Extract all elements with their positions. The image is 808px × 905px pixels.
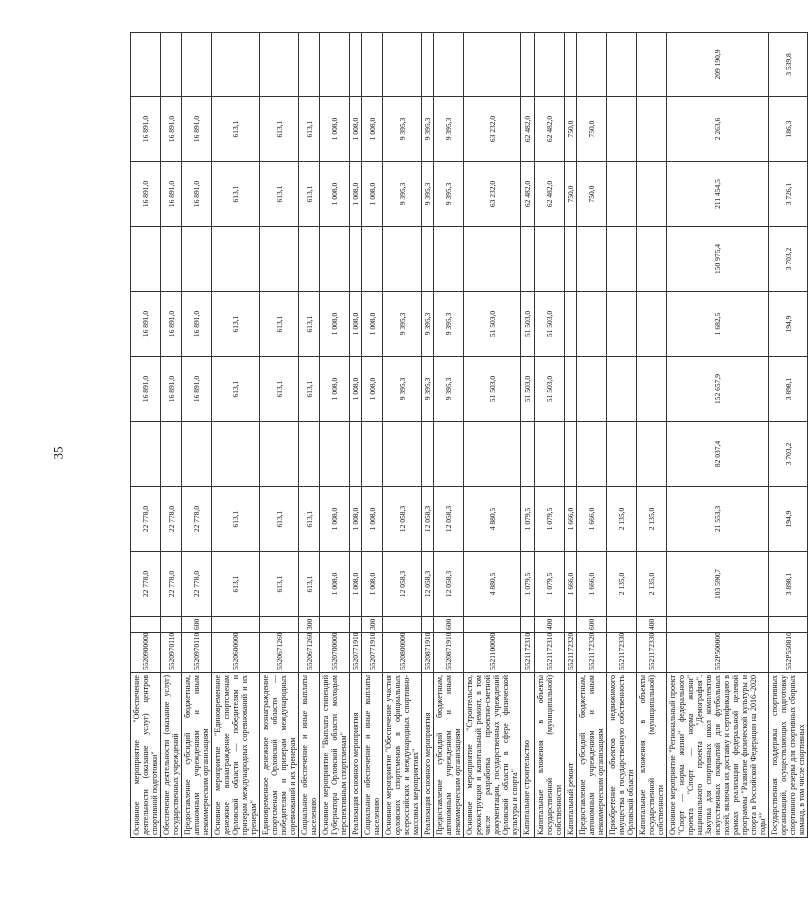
row-value-cell: 613,1 [260,162,299,227]
row-value-cell: 2 135,0 [637,487,667,552]
row-code-cell: 5520800000 [383,633,422,673]
row-code-cell: 5521172330 [637,633,667,673]
row-value-cell: 613,1 [260,487,299,552]
row-value-cell: 3 898,1 [769,552,808,617]
row-value-cell: 1 008,0 [362,292,383,357]
table-row [577,33,607,838]
row-value-cell: 62 482,0 [535,162,565,227]
row-vr-cell [422,617,434,633]
row-value-cell [637,227,667,292]
row-value-cell: 4 880,5 [464,487,521,552]
row-vr-cell: 300 [299,617,320,633]
table-row [212,33,260,838]
row-value-cell [521,227,535,292]
row-name-cell: Капитальные вложения в объекты государственной (муниципальной) собственности [535,673,565,838]
row-value-cell: 613,1 [212,357,260,422]
row-value-cell [434,422,464,487]
row-name-cell: Основное мероприятие "Выплата стипендий Губернатора Орловской области молодым перспективным спортсменам" [320,673,350,838]
row-value-cell: 9 395,3 [422,357,434,422]
row-value-cell [131,33,161,97]
row-value-cell [535,33,565,97]
row-value-cell: 1 079,5 [521,487,535,552]
row-value-cell: 1 008,0 [320,487,350,552]
row-value-cell: 750,0 [577,97,607,162]
row-value-cell [577,227,607,292]
row-value-cell: 613,1 [212,292,260,357]
row-value-cell [637,97,667,162]
row-name-cell: Основное мероприятие "Региональный проект "Спорт — норма жизни" федерального проекта "Спорт — норма жизни" национального проекта "Демография". Закупка для спортивных школ комплектов искусственных покрытий для футбольных полей, включая их доставку и сертификацию в рамках реализации федеральной целевой программы "Развитие физической культуры и спорта в Российской Федерации на 2016–2020 годы"" [667,673,769,838]
row-value-cell: 211 454,5 [667,162,769,227]
table-row [434,33,464,838]
row-value-cell [422,227,434,292]
row-value-cell: 22 778,0 [182,552,212,617]
row-value-cell: 9 395,3 [383,162,422,227]
row-value-cell [350,422,362,487]
row-code-cell: 5520771910 [350,633,362,673]
row-value-cell [565,357,577,422]
row-value-cell: 16 891,0 [161,162,182,227]
row-value-cell: 22 778,0 [161,487,182,552]
row-value-cell: 12 058,3 [434,552,464,617]
row-name-cell: Реализация основного мероприятия [422,673,434,838]
row-value-cell [362,227,383,292]
row-vr-cell: 400 [637,617,667,633]
row-code-cell: 5521100000 [464,633,521,673]
row-value-cell [383,227,422,292]
row-value-cell: 2 135,0 [637,552,667,617]
row-value-cell: 3 703,2 [769,227,808,292]
row-value-cell [464,33,521,97]
row-code-cell: 5520771910 [362,633,383,673]
row-value-cell: 209 190,9 [667,33,769,97]
row-vr-cell [350,617,362,633]
row-value-cell [577,292,607,357]
row-value-cell [607,33,637,97]
table-row [607,33,637,838]
row-value-cell: 63 232,0 [464,162,521,227]
row-vr-cell [212,617,260,633]
row-value-cell: 82 037,4 [667,422,769,487]
row-vr-cell [607,617,637,633]
table-row [769,33,808,838]
row-value-cell: 613,1 [299,552,320,617]
row-name-cell: Социальное обеспечение и иные выплаты населению [299,673,320,838]
row-value-cell: 1 008,0 [362,162,383,227]
row-value-cell: 16 891,0 [161,292,182,357]
row-code-cell: 5520900000 [131,633,161,673]
row-code-cell: 5521172330 [607,633,637,673]
table-row [260,33,299,838]
row-code-cell: 5520671260 [260,633,299,673]
row-value-cell [535,227,565,292]
row-vr-cell: 600 [577,617,607,633]
row-vr-cell: 600 [182,617,212,633]
row-value-cell: 1 008,0 [362,487,383,552]
row-value-cell: 2 135,0 [607,487,637,552]
row-value-cell: 16 891,0 [131,97,161,162]
row-value-cell: 2 263,6 [667,97,769,162]
row-vr-cell [320,617,350,633]
row-value-cell [131,422,161,487]
row-value-cell [212,422,260,487]
row-value-cell [565,33,577,97]
row-name-cell: Социальное обеспечение и иные выплаты населению [362,673,383,838]
row-value-cell: 62 482,0 [521,162,535,227]
row-vr-cell [260,617,299,633]
row-value-cell [521,33,535,97]
row-vr-cell: 300 [362,617,383,633]
row-value-cell [161,422,182,487]
row-vr-cell [161,617,182,633]
row-value-cell: 194,9 [769,487,808,552]
row-vr-cell [769,617,808,633]
row-value-cell: 1 008,0 [350,552,362,617]
row-vr-cell: 400 [535,617,565,633]
row-value-cell: 3 726,1 [769,162,808,227]
row-name-cell: Основное мероприятие "Обеспечение деятельности (оказание услуг) центров спортивной подготовки" [131,673,161,838]
table-row [535,33,565,838]
row-value-cell: 1 008,0 [350,97,362,162]
row-value-cell: 613,1 [299,97,320,162]
row-value-cell [320,33,350,97]
row-value-cell [320,227,350,292]
row-value-cell: 12 058,3 [422,487,434,552]
row-value-cell [320,422,350,487]
row-value-cell: 12 058,3 [434,487,464,552]
table-row [464,33,521,838]
row-value-cell [535,422,565,487]
table-row [299,33,320,838]
row-value-cell: 51 503,0 [521,357,535,422]
row-name-cell: Предоставление субсидий бюджетным, автономным учреждениям и иным некоммерческим организациям [182,673,212,838]
row-name-cell: Основное мероприятие "Единовременное денежное вознаграждение спортсменам Орловской области — победителям и призерам международных соревнований и их тренерам" [212,673,260,838]
row-value-cell [464,227,521,292]
row-value-cell [299,33,320,97]
row-name-cell: Обеспечение деятельности (оказание услуг) государственных учреждений [161,673,182,838]
row-code-cell: 5520600000 [212,633,260,673]
row-value-cell: 613,1 [260,97,299,162]
row-value-cell: 1 008,0 [362,97,383,162]
row-value-cell: 613,1 [299,357,320,422]
row-value-cell: 1 079,5 [521,552,535,617]
row-value-cell [362,422,383,487]
row-code-cell: 552P500000 [667,633,769,673]
row-value-cell: 9 395,3 [434,357,464,422]
row-value-cell: 1 666,0 [577,552,607,617]
table-row [667,33,769,838]
row-value-cell [422,422,434,487]
row-value-cell: 9 395,3 [422,97,434,162]
row-value-cell: 12 058,3 [383,552,422,617]
row-code-cell: 5521172320 [565,633,577,673]
row-value-cell: 1 008,0 [320,292,350,357]
row-value-cell [637,33,667,97]
row-value-cell [260,33,299,97]
row-value-cell [607,422,637,487]
row-value-cell: 750,0 [577,162,607,227]
row-value-cell [577,33,607,97]
row-value-cell: 22 778,0 [182,487,212,552]
row-value-cell: 16 891,0 [131,162,161,227]
row-value-cell: 12 058,3 [383,487,422,552]
row-value-cell: 1 008,0 [320,97,350,162]
row-value-cell: 16 891,0 [182,162,212,227]
row-value-cell: 63 232,0 [464,97,521,162]
row-value-cell: 22 778,0 [131,552,161,617]
row-name-cell: Приобретение объектов недвижимого имущества в государственную собственность Орловской области [607,673,637,838]
row-value-cell: 22 778,0 [161,552,182,617]
row-code-cell: 5520871910 [434,633,464,673]
table-row [362,33,383,838]
row-value-cell: 1 008,0 [362,357,383,422]
row-vr-cell [667,617,769,633]
row-value-cell: 750,0 [565,97,577,162]
row-name-cell: Реализация основного мероприятия [350,673,362,838]
row-value-cell: 750,0 [565,162,577,227]
table-row [182,33,212,838]
rotated-table-container [130,33,806,838]
row-value-cell [350,33,362,97]
row-value-cell [182,422,212,487]
row-value-cell: 150 975,4 [667,227,769,292]
row-value-cell: 194,9 [769,292,808,357]
row-value-cell: 613,1 [260,552,299,617]
row-value-cell: 1 666,0 [565,487,577,552]
row-vr-cell [565,617,577,633]
row-code-cell: 552P550810 [769,633,808,673]
row-value-cell: 16 891,0 [161,97,182,162]
row-value-cell: 1 008,0 [350,162,362,227]
row-value-cell [131,227,161,292]
row-value-cell: 1 008,0 [320,552,350,617]
row-code-cell: 5521172310 [521,633,535,673]
row-value-cell [565,227,577,292]
row-value-cell: 3 898,1 [769,357,808,422]
row-value-cell: 1 008,0 [350,292,362,357]
row-value-cell: 9 395,3 [383,97,422,162]
row-value-cell [521,422,535,487]
row-value-cell: 9 395,3 [434,97,464,162]
table-row [565,33,577,838]
row-value-cell: 16 891,0 [161,357,182,422]
row-value-cell: 4 880,5 [464,552,521,617]
row-vr-cell [383,617,422,633]
row-value-cell: 152 657,9 [667,357,769,422]
table-row [383,33,422,838]
row-value-cell: 1 079,5 [535,552,565,617]
row-value-cell [161,227,182,292]
row-value-cell [212,227,260,292]
row-value-cell [434,227,464,292]
table-row [637,33,667,838]
row-name-cell: Государственная поддержка спортивных организаций, осуществляющих подготовку спортивного резерва для спортивных сборных команд, в том числе спортивных [769,673,808,838]
row-value-cell [607,357,637,422]
row-code-cell: 5520970110 [161,633,182,673]
row-value-cell [299,422,320,487]
row-value-cell: 51 503,0 [535,292,565,357]
row-value-cell [565,422,577,487]
row-vr-cell [521,617,535,633]
row-value-cell: 9 395,3 [422,292,434,357]
row-value-cell: 3 539,8 [769,33,808,97]
row-value-cell: 613,1 [212,162,260,227]
row-value-cell: 613,1 [212,97,260,162]
row-name-cell: Капитальные вложения в объекты государственной (муниципальной) собственности [637,673,667,838]
row-value-cell [434,33,464,97]
row-value-cell [260,422,299,487]
row-value-cell [383,422,422,487]
row-value-cell [299,227,320,292]
row-value-cell: 16 891,0 [131,357,161,422]
table-row [422,33,434,838]
row-vr-cell [464,617,521,633]
row-value-cell [607,97,637,162]
row-value-cell: 51 503,0 [464,357,521,422]
row-code-cell: 5520871910 [422,633,434,673]
row-value-cell: 1 079,5 [535,487,565,552]
row-value-cell: 613,1 [299,162,320,227]
row-value-cell: 3 703,2 [769,422,808,487]
row-value-cell: 51 503,0 [535,357,565,422]
row-value-cell: 1 008,0 [350,357,362,422]
row-name-cell: Единовременное денежное вознаграждение спортсменам Орловской области — победителям и призерам международных соревнований и их тренерам [260,673,299,838]
row-value-cell [464,422,521,487]
row-value-cell: 1 008,0 [320,357,350,422]
row-code-cell: 5520671260 [299,633,320,673]
row-value-cell: 51 503,0 [521,292,535,357]
row-value-cell: 21 553,3 [667,487,769,552]
row-value-cell [637,292,667,357]
row-name-cell: Капитальный ремонт [565,673,577,838]
row-value-cell [383,33,422,97]
page-number: 35 [50,446,66,460]
row-value-cell [565,292,577,357]
table-row [320,33,350,838]
row-value-cell: 613,1 [299,487,320,552]
row-value-cell: 1 008,0 [350,487,362,552]
row-value-cell: 62 482,0 [535,97,565,162]
row-value-cell: 1 666,0 [577,487,607,552]
row-value-cell: 613,1 [260,357,299,422]
row-value-cell [182,227,212,292]
row-value-cell: 613,1 [299,292,320,357]
row-value-cell: 16 891,0 [182,292,212,357]
row-value-cell: 9 395,3 [383,292,422,357]
row-value-cell [577,422,607,487]
row-code-cell: 5520700000 [320,633,350,673]
row-value-cell [362,33,383,97]
row-value-cell [161,33,182,97]
row-value-cell [577,357,607,422]
row-value-cell: 9 395,3 [422,162,434,227]
row-value-cell: 16 891,0 [182,97,212,162]
row-name-cell: Предоставление субсидий бюджетным, автономным учреждениям и иным некоммерческим организациям [577,673,607,838]
table-row [131,33,161,838]
table-row [350,33,362,838]
row-value-cell [212,33,260,97]
row-name-cell: Капитальное строительство [521,673,535,838]
row-code-cell: 5521172320 [577,633,607,673]
row-code-cell: 5520970110 [182,633,212,673]
row-value-cell: 62 482,0 [521,97,535,162]
row-value-cell [607,292,637,357]
row-value-cell [350,227,362,292]
row-value-cell [637,162,667,227]
row-value-cell: 1 682,5 [667,292,769,357]
table-row [161,33,182,838]
row-name-cell: Основное мероприятие "Строительство, реконструкция и капитальный ремонт, в том числе разработка проектно-сметной документации, государственных учреждений Орловской области в сфере физической культуры и спорта" [464,673,521,838]
row-value-cell [637,357,667,422]
row-value-cell: 12 058,3 [422,552,434,617]
row-value-cell: 9 395,3 [434,292,464,357]
row-value-cell: 22 778,0 [131,487,161,552]
row-value-cell: 1 666,0 [565,552,577,617]
row-value-cell: 9 395,3 [383,357,422,422]
row-vr-cell [131,617,161,633]
row-value-cell [637,422,667,487]
row-name-cell: Основное мероприятие "Обеспечение участия орловских спортсменов в официальных всероссийских и международных спортивно-массовых мероприятиях" [383,673,422,838]
row-value-cell [182,33,212,97]
row-value-cell: 16 891,0 [182,357,212,422]
row-value-cell: 1 008,0 [320,162,350,227]
row-value-cell: 1 008,0 [362,552,383,617]
row-value-cell: 103 590,7 [667,552,769,617]
row-value-cell [607,162,637,227]
row-value-cell [607,227,637,292]
row-value-cell [422,33,434,97]
row-value-cell: 9 395,3 [434,162,464,227]
row-value-cell: 16 891,0 [131,292,161,357]
row-value-cell: 2 135,0 [607,552,637,617]
row-value-cell: 613,1 [212,487,260,552]
row-value-cell [260,227,299,292]
budget-table [130,32,808,838]
row-value-cell: 613,1 [212,552,260,617]
row-code-cell: 5521172310 [535,633,565,673]
row-name-cell: Предоставление субсидий бюджетным, автономным учреждениям и иным некоммерческим организациям [434,673,464,838]
row-value-cell: 51 503,0 [464,292,521,357]
table-row [521,33,535,838]
row-value-cell: 613,1 [260,292,299,357]
row-vr-cell: 600 [434,617,464,633]
row-value-cell: 186,3 [769,97,808,162]
